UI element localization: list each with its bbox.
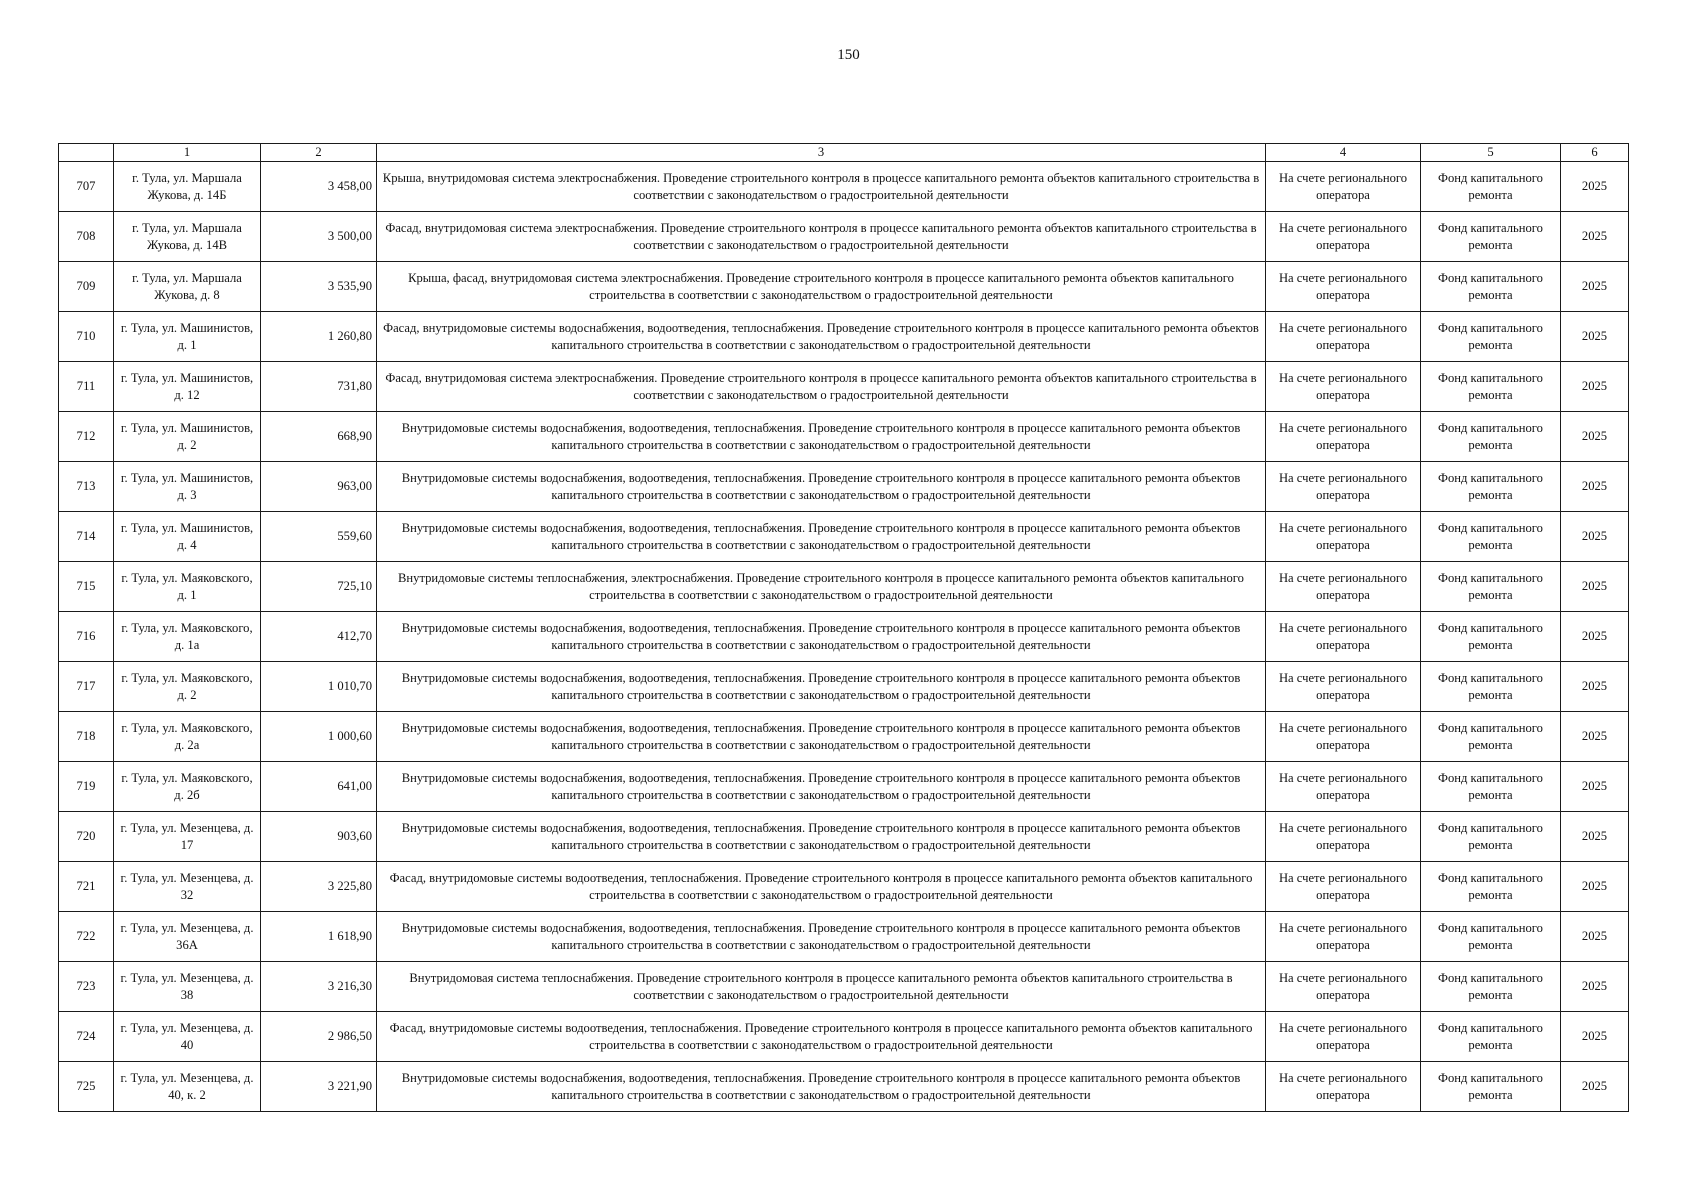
area-cell: 903,60 xyxy=(261,812,377,862)
funding-source-cell: Фонд капитального ремонта xyxy=(1421,412,1561,462)
works-cell: Фасад, внутридомовые системы водоотведения, теплоснабжения. Проведение строительного контроля в процессе капитального ремонта объектов капитального строительства в соответствии с законодательством о градостроительной деятельности xyxy=(377,862,1266,912)
works-cell: Внутридомовые системы теплоснабжения, электроснабжения. Проведение строительного контроля в процессе капитального ремонта объектов капитального строительства в соответствии с законодательством о градостроительной деятельности xyxy=(377,562,1266,612)
year-cell: 2025 xyxy=(1561,412,1629,462)
address-cell: г. Тула, ул. Маршала Жукова, д. 14Б xyxy=(114,162,261,212)
address-cell: г. Тула, ул. Машинистов, д. 4 xyxy=(114,512,261,562)
row-number: 713 xyxy=(59,462,114,512)
year-cell: 2025 xyxy=(1561,212,1629,262)
row-number: 708 xyxy=(59,212,114,262)
row-number: 718 xyxy=(59,712,114,762)
funding-source-cell: Фонд капитального ремонта xyxy=(1421,462,1561,512)
works-cell: Крыша, внутридомовая система электроснабжения. Проведение строительного контроля в процессе капитального ремонта объектов капитального строительства в соответствии с законодательством о градостроительной деятельности xyxy=(377,162,1266,212)
account-cell: На счете регионального оператора xyxy=(1266,962,1421,1012)
address-cell: г. Тула, ул. Маршала Жукова, д. 8 xyxy=(114,262,261,312)
funding-source-cell: Фонд капитального ремонта xyxy=(1421,1062,1561,1112)
capital-repair-table xyxy=(58,143,1629,1112)
year-cell: 2025 xyxy=(1561,312,1629,362)
account-cell: На счете регионального оператора xyxy=(1266,412,1421,462)
address-cell: г. Тула, ул. Машинистов, д. 2 xyxy=(114,412,261,462)
address-cell: г. Тула, ул. Маяковского, д. 1 xyxy=(114,562,261,612)
funding-source-cell: Фонд капитального ремонта xyxy=(1421,862,1561,912)
address-cell: г. Тула, ул. Маяковского, д. 2 xyxy=(114,662,261,712)
funding-source-cell: Фонд капитального ремонта xyxy=(1421,212,1561,262)
area-cell: 725,10 xyxy=(261,562,377,612)
area-cell: 3 216,30 xyxy=(261,962,377,1012)
header-cell-4: 4 xyxy=(1266,144,1421,162)
table-row xyxy=(59,962,1629,1012)
row-number: 714 xyxy=(59,512,114,562)
account-cell: На счете регионального оператора xyxy=(1266,762,1421,812)
year-cell: 2025 xyxy=(1561,662,1629,712)
works-cell: Фасад, внутридомовая система электроснабжения. Проведение строительного контроля в процессе капитального ремонта объектов капитального строительства в соответствии с законодательством о градостроительной деятельности xyxy=(377,212,1266,262)
address-cell: г. Тула, ул. Маршала Жукова, д. 14В xyxy=(114,212,261,262)
row-number: 717 xyxy=(59,662,114,712)
table-row xyxy=(59,412,1629,462)
row-number: 711 xyxy=(59,362,114,412)
account-cell: На счете регионального оператора xyxy=(1266,812,1421,862)
header-cell-2: 2 xyxy=(261,144,377,162)
funding-source-cell: Фонд капитального ремонта xyxy=(1421,162,1561,212)
funding-source-cell: Фонд капитального ремонта xyxy=(1421,912,1561,962)
area-cell: 1 618,90 xyxy=(261,912,377,962)
area-cell: 412,70 xyxy=(261,612,377,662)
table-row xyxy=(59,612,1629,662)
row-number: 725 xyxy=(59,1062,114,1112)
account-cell: На счете регионального оператора xyxy=(1266,162,1421,212)
row-number: 721 xyxy=(59,862,114,912)
address-cell: г. Тула, ул. Машинистов, д. 1 xyxy=(114,312,261,362)
row-number: 715 xyxy=(59,562,114,612)
header-cell-1: 1 xyxy=(114,144,261,162)
account-cell: На счете регионального оператора xyxy=(1266,862,1421,912)
funding-source-cell: Фонд капитального ремонта xyxy=(1421,262,1561,312)
header-cell-3: 3 xyxy=(377,144,1266,162)
account-cell: На счете регионального оператора xyxy=(1266,362,1421,412)
account-cell: На счете регионального оператора xyxy=(1266,212,1421,262)
address-cell: г. Тула, ул. Машинистов, д. 3 xyxy=(114,462,261,512)
year-cell: 2025 xyxy=(1561,712,1629,762)
funding-source-cell: Фонд капитального ремонта xyxy=(1421,962,1561,1012)
area-cell: 3 221,90 xyxy=(261,1062,377,1112)
row-number: 716 xyxy=(59,612,114,662)
area-cell: 1 000,60 xyxy=(261,712,377,762)
funding-source-cell: Фонд капитального ремонта xyxy=(1421,712,1561,762)
row-number: 719 xyxy=(59,762,114,812)
area-cell: 559,60 xyxy=(261,512,377,562)
row-number: 722 xyxy=(59,912,114,962)
table-row xyxy=(59,312,1629,362)
table-row xyxy=(59,862,1629,912)
account-cell: На счете регионального оператора xyxy=(1266,462,1421,512)
address-cell: г. Тула, ул. Мезенцева, д. 40, к. 2 xyxy=(114,1062,261,1112)
table-row xyxy=(59,562,1629,612)
works-cell: Внутридомовые системы водоснабжения, водоотведения, теплоснабжения. Проведение строительного контроля в процессе капитального ремонта объектов капитального строительства в соответствии с законодательством о градостроительной деятельности xyxy=(377,612,1266,662)
account-cell: На счете регионального оператора xyxy=(1266,912,1421,962)
row-number: 723 xyxy=(59,962,114,1012)
funding-source-cell: Фонд капитального ремонта xyxy=(1421,612,1561,662)
row-number: 712 xyxy=(59,412,114,462)
account-cell: На счете регионального оператора xyxy=(1266,312,1421,362)
row-number: 710 xyxy=(59,312,114,362)
address-cell: г. Тула, ул. Маяковского, д. 2а xyxy=(114,712,261,762)
table-row xyxy=(59,262,1629,312)
table-row xyxy=(59,662,1629,712)
works-cell: Внутридомовые системы водоснабжения, водоотведения, теплоснабжения. Проведение строительного контроля в процессе капитального ремонта объектов капитального строительства в соответствии с законодательством о градостроительной деятельности xyxy=(377,812,1266,862)
funding-source-cell: Фонд капитального ремонта xyxy=(1421,1012,1561,1062)
table-row xyxy=(59,512,1629,562)
year-cell: 2025 xyxy=(1561,812,1629,862)
funding-source-cell: Фонд капитального ремонта xyxy=(1421,762,1561,812)
row-number: 707 xyxy=(59,162,114,212)
area-cell: 2 986,50 xyxy=(261,1012,377,1062)
address-cell: г. Тула, ул. Маяковского, д. 2б xyxy=(114,762,261,812)
area-cell: 963,00 xyxy=(261,462,377,512)
page-number: 150 xyxy=(837,47,860,63)
works-cell: Фасад, внутридомовые системы водоснабжения, водоотведения, теплоснабжения. Проведение строительного контроля в процессе капитального ремонта объектов капитального строительства в соответствии с законодательством о градостроительной деятельности xyxy=(377,312,1266,362)
table-row xyxy=(59,462,1629,512)
year-cell: 2025 xyxy=(1561,1012,1629,1062)
works-cell: Фасад, внутридомовые системы водоотведения, теплоснабжения. Проведение строительного контроля в процессе капитального ремонта объектов капитального строительства в соответствии с законодательством о градостроительной деятельности xyxy=(377,1012,1266,1062)
table-row xyxy=(59,162,1629,212)
account-cell: На счете регионального оператора xyxy=(1266,262,1421,312)
account-cell: На счете регионального оператора xyxy=(1266,1012,1421,1062)
account-cell: На счете регионального оператора xyxy=(1266,612,1421,662)
address-cell: г. Тула, ул. Мезенцева, д. 32 xyxy=(114,862,261,912)
works-cell: Внутридомовые системы водоснабжения, водоотведения, теплоснабжения. Проведение строительного контроля в процессе капитального ремонта объектов капитального строительства в соответствии с законодательством о градостроительной деятельности xyxy=(377,712,1266,762)
table-row xyxy=(59,1062,1629,1112)
table-row xyxy=(59,212,1629,262)
works-cell: Внутридомовые системы водоснабжения, водоотведения, теплоснабжения. Проведение строительного контроля в процессе капитального ремонта объектов капитального строительства в соответствии с законодательством о градостроительной деятельности xyxy=(377,512,1266,562)
year-cell: 2025 xyxy=(1561,862,1629,912)
header-cell-6: 6 xyxy=(1561,144,1629,162)
works-cell: Внутридомовые системы водоснабжения, водоотведения, теплоснабжения. Проведение строительного контроля в процессе капитального ремонта объектов капитального строительства в соответствии с законодательством о градостроительной деятельности xyxy=(377,912,1266,962)
address-cell: г. Тула, ул. Мезенцева, д. 17 xyxy=(114,812,261,862)
year-cell: 2025 xyxy=(1561,262,1629,312)
address-cell: г. Тула, ул. Мезенцева, д. 40 xyxy=(114,1012,261,1062)
table-row xyxy=(59,812,1629,862)
year-cell: 2025 xyxy=(1561,162,1629,212)
account-cell: На счете регионального оператора xyxy=(1266,1062,1421,1112)
address-cell: г. Тула, ул. Машинистов, д. 12 xyxy=(114,362,261,412)
area-cell: 641,00 xyxy=(261,762,377,812)
works-cell: Внутридомовые системы водоснабжения, водоотведения, теплоснабжения. Проведение строительного контроля в процессе капитального ремонта объектов капитального строительства в соответствии с законодательством о градостроительной деятельности xyxy=(377,412,1266,462)
works-cell: Внутридомовые системы водоснабжения, водоотведения, теплоснабжения. Проведение строительного контроля в процессе капитального ремонта объектов капитального строительства в соответствии с законодательством о градостроительной деятельности xyxy=(377,462,1266,512)
address-cell: г. Тула, ул. Маяковского, д. 1а xyxy=(114,612,261,662)
works-cell: Крыша, фасад, внутридомовая система электроснабжения. Проведение строительного контроля в процессе капитального ремонта объектов капитального строительства в соответствии с законодательством о градостроительной деятельности xyxy=(377,262,1266,312)
table-row xyxy=(59,712,1629,762)
header-row xyxy=(59,144,1629,162)
year-cell: 2025 xyxy=(1561,962,1629,1012)
area-cell: 731,80 xyxy=(261,362,377,412)
table-row xyxy=(59,1012,1629,1062)
account-cell: На счете регионального оператора xyxy=(1266,512,1421,562)
area-cell: 668,90 xyxy=(261,412,377,462)
year-cell: 2025 xyxy=(1561,1062,1629,1112)
table-row xyxy=(59,762,1629,812)
works-cell: Внутридомовые системы водоснабжения, водоотведения, теплоснабжения. Проведение строительного контроля в процессе капитального ремонта объектов капитального строительства в соответствии с законодательством о градостроительной деятельности xyxy=(377,662,1266,712)
year-cell: 2025 xyxy=(1561,762,1629,812)
account-cell: На счете регионального оператора xyxy=(1266,712,1421,762)
funding-source-cell: Фонд капитального ремонта xyxy=(1421,662,1561,712)
works-cell: Внутридомовые системы водоснабжения, водоотведения, теплоснабжения. Проведение строительного контроля в процессе капитального ремонта объектов капитального строительства в соответствии с законодательством о градостроительной деятельности xyxy=(377,762,1266,812)
area-cell: 1 010,70 xyxy=(261,662,377,712)
year-cell: 2025 xyxy=(1561,562,1629,612)
table-row xyxy=(59,362,1629,412)
area-cell: 3 535,90 xyxy=(261,262,377,312)
year-cell: 2025 xyxy=(1561,512,1629,562)
row-number: 709 xyxy=(59,262,114,312)
header-cell-index xyxy=(59,144,114,162)
funding-source-cell: Фонд капитального ремонта xyxy=(1421,312,1561,362)
funding-source-cell: Фонд капитального ремонта xyxy=(1421,562,1561,612)
row-number: 724 xyxy=(59,1012,114,1062)
area-cell: 3 500,00 xyxy=(261,212,377,262)
area-cell: 3 458,00 xyxy=(261,162,377,212)
year-cell: 2025 xyxy=(1561,612,1629,662)
works-cell: Внутридомовая система теплоснабжения. Проведение строительного контроля в процессе капитального ремонта объектов капитального строительства в соответствии с законодательством о градостроительной деятельности xyxy=(377,962,1266,1012)
year-cell: 2025 xyxy=(1561,362,1629,412)
works-cell: Фасад, внутридомовая система электроснабжения. Проведение строительного контроля в процессе капитального ремонта объектов капитального строительства в соответствии с законодательством о градостроительной деятельности xyxy=(377,362,1266,412)
address-cell: г. Тула, ул. Мезенцева, д. 38 xyxy=(114,962,261,1012)
funding-source-cell: Фонд капитального ремонта xyxy=(1421,512,1561,562)
header-cell-5: 5 xyxy=(1421,144,1561,162)
address-cell: г. Тула, ул. Мезенцева, д. 36А xyxy=(114,912,261,962)
funding-source-cell: Фонд капитального ремонта xyxy=(1421,362,1561,412)
year-cell: 2025 xyxy=(1561,912,1629,962)
row-number: 720 xyxy=(59,812,114,862)
works-cell: Внутридомовые системы водоснабжения, водоотведения, теплоснабжения. Проведение строительного контроля в процессе капитального ремонта объектов капитального строительства в соответствии с законодательством о градостроительной деятельности xyxy=(377,1062,1266,1112)
table-row xyxy=(59,912,1629,962)
funding-source-cell: Фонд капитального ремонта xyxy=(1421,812,1561,862)
area-cell: 3 225,80 xyxy=(261,862,377,912)
account-cell: На счете регионального оператора xyxy=(1266,562,1421,612)
area-cell: 1 260,80 xyxy=(261,312,377,362)
year-cell: 2025 xyxy=(1561,462,1629,512)
account-cell: На счете регионального оператора xyxy=(1266,662,1421,712)
